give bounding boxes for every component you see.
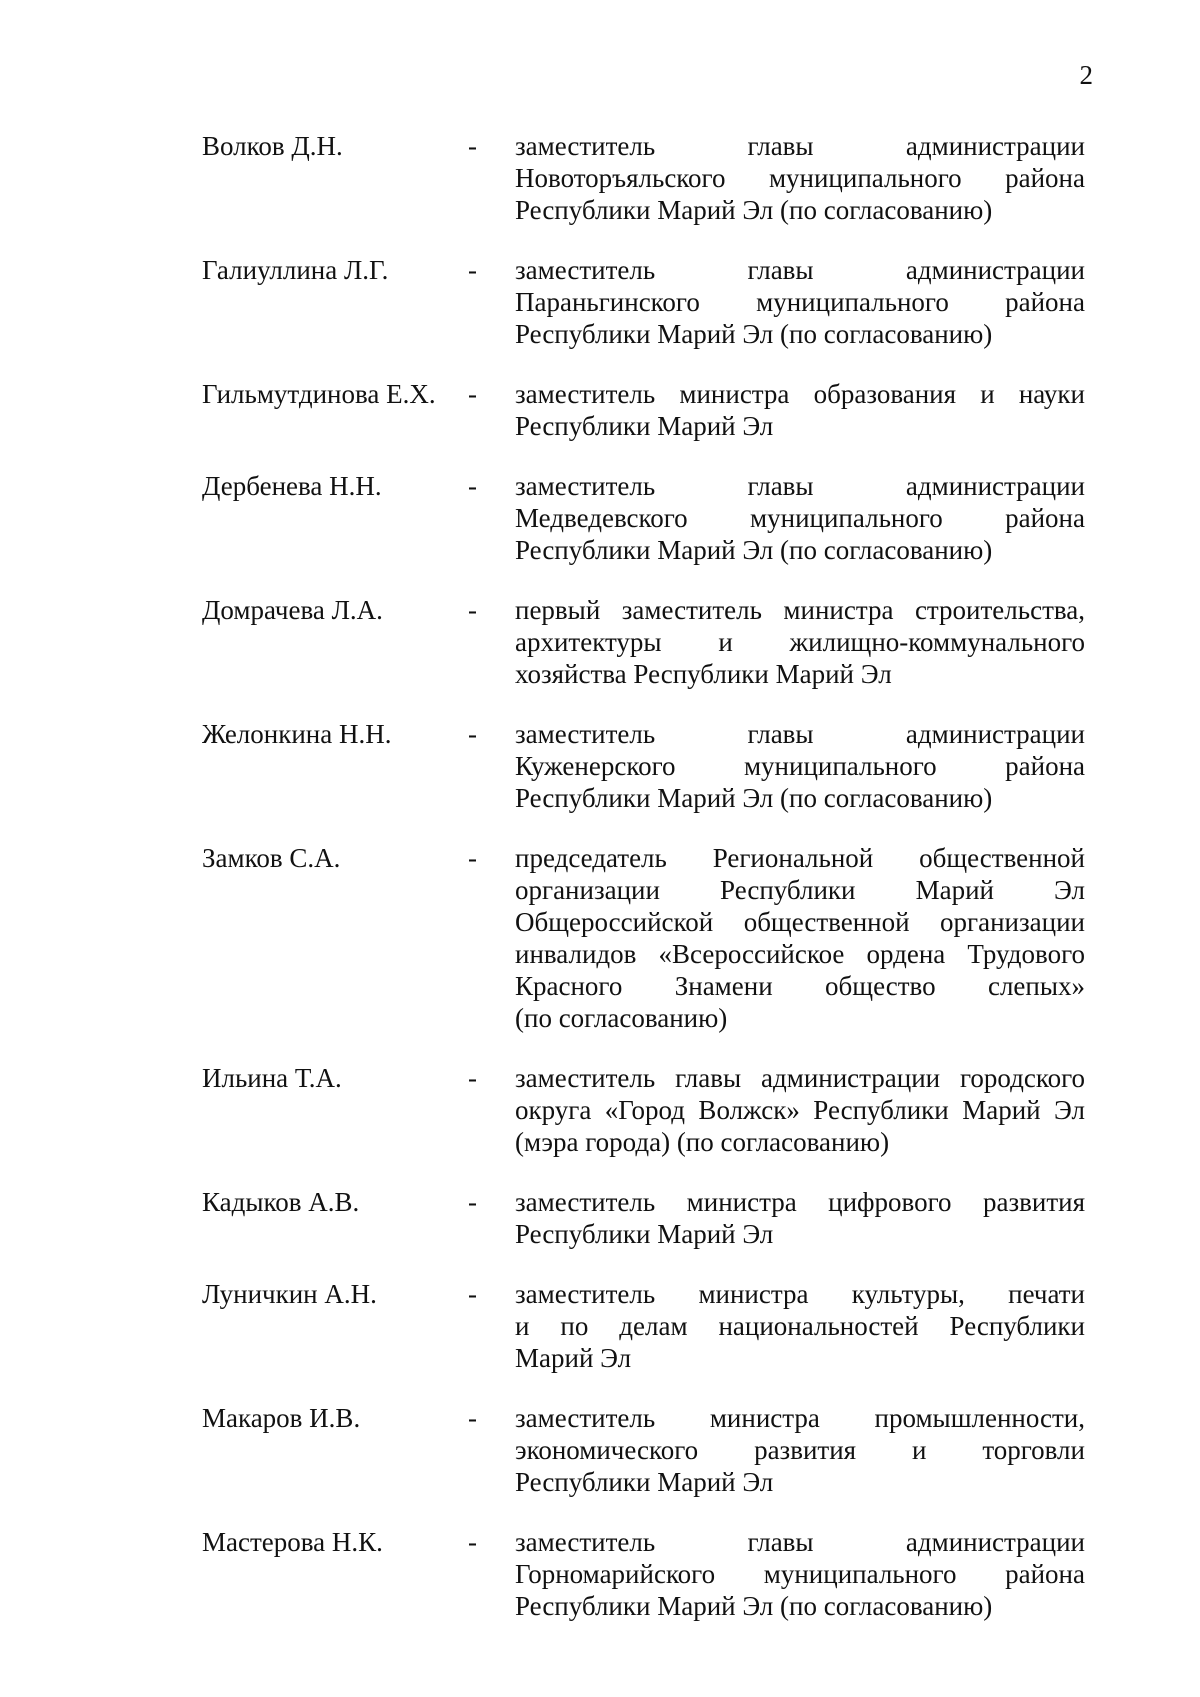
position-line: организации Республики Марий Эл	[515, 875, 1085, 905]
position-line: Новоторъяльского муниципального района	[515, 163, 1085, 193]
position-line: Горномарийского муниципального района	[515, 1559, 1085, 1589]
separator-dash: -	[468, 379, 477, 409]
position-line: Республики Марий Эл	[515, 411, 774, 441]
position-line: Красного Знамени общество слепых»	[515, 971, 1085, 1001]
member-entry	[0, 254, 1200, 350]
separator-dash: -	[468, 1187, 477, 1217]
member-name: Мастерова Н.К.	[202, 1527, 383, 1557]
member-entry	[0, 130, 1200, 226]
member-position	[515, 1402, 1085, 1498]
separator-dash: -	[468, 1279, 477, 1309]
member-name: Замков С.А.	[202, 843, 341, 873]
position-line: Параньгинского муниципального района	[515, 287, 1085, 317]
member-entry	[0, 718, 1200, 814]
position-line: председатель Региональной общественной	[515, 843, 1085, 873]
member-name: Луничкин А.Н.	[202, 1279, 377, 1309]
member-entry	[0, 1526, 1200, 1622]
position-line: (по согласованию)	[515, 1003, 728, 1033]
position-line: первый заместитель министра строительства,	[515, 595, 1085, 625]
member-name: Галиуллина Л.Г.	[202, 255, 389, 285]
position-line: заместитель министра образования и науки	[515, 379, 1085, 409]
position-line: Республики Марий Эл (по согласованию)	[515, 319, 993, 349]
position-line: заместитель главы администрации	[515, 255, 1085, 285]
position-line: Республики Марий Эл (по согласованию)	[515, 1591, 993, 1621]
member-name: Макаров И.В.	[202, 1403, 361, 1433]
position-line: заместитель министра промышленности,	[515, 1403, 1085, 1433]
member-entry	[0, 594, 1200, 690]
position-line: заместитель министра цифрового развития	[515, 1187, 1085, 1217]
position-line: Медведевского муниципального района	[515, 503, 1085, 533]
member-name: Волков Д.Н.	[202, 131, 343, 161]
separator-dash: -	[468, 471, 477, 501]
member-position	[515, 254, 1085, 350]
separator-dash: -	[468, 1403, 477, 1433]
member-entry	[0, 842, 1200, 1034]
member-position	[515, 1186, 1085, 1250]
position-line: и по делам национальностей Республики	[515, 1311, 1085, 1341]
separator-dash: -	[468, 843, 477, 873]
position-line: заместитель главы администрации	[515, 719, 1085, 749]
position-line: заместитель министра культуры, печати	[515, 1279, 1085, 1309]
page-number: 2	[1079, 60, 1093, 90]
member-entry	[0, 1402, 1200, 1498]
member-entry	[0, 1062, 1200, 1158]
member-position	[515, 594, 1085, 690]
member-position	[515, 842, 1085, 1034]
position-line: Марий Эл	[515, 1343, 632, 1373]
position-line: хозяйства Республики Марий Эл	[515, 659, 892, 689]
separator-dash: -	[468, 1063, 477, 1093]
member-name: Домрачева Л.А.	[202, 595, 383, 625]
position-line: инвалидов «Всероссийское ордена Трудового	[515, 939, 1085, 969]
position-line: заместитель главы администрации	[515, 1527, 1085, 1557]
member-entry	[0, 470, 1200, 566]
position-line: Республики Марий Эл	[515, 1467, 774, 1497]
position-line: Республики Марий Эл	[515, 1219, 774, 1249]
member-position	[515, 1526, 1085, 1622]
position-line: Республики Марий Эл (по согласованию)	[515, 535, 993, 565]
member-entry	[0, 1186, 1200, 1250]
position-line: (мэра города) (по согласованию)	[515, 1127, 890, 1157]
separator-dash: -	[468, 595, 477, 625]
member-name: Гильмутдинова Е.Х.	[202, 379, 436, 409]
member-name: Кадыков А.В.	[202, 1187, 360, 1217]
member-position	[515, 1062, 1085, 1158]
position-line: заместитель главы администрации	[515, 131, 1085, 161]
position-line: заместитель главы администрации	[515, 471, 1085, 501]
position-line: экономического развития и торговли	[515, 1435, 1085, 1465]
separator-dash: -	[468, 719, 477, 749]
member-entry	[0, 1278, 1200, 1374]
position-line: Общероссийской общественной организации	[515, 907, 1085, 937]
position-line: Куженерского муниципального района	[515, 751, 1085, 781]
member-name: Ильина Т.А.	[202, 1063, 342, 1093]
separator-dash: -	[468, 131, 477, 161]
position-line: округа «Город Волжск» Республики Марий Эл	[515, 1095, 1085, 1125]
member-position	[515, 1278, 1085, 1374]
member-list	[0, 130, 1200, 1622]
member-position	[515, 470, 1085, 566]
member-position	[515, 718, 1085, 814]
member-entry	[0, 378, 1200, 442]
member-position	[515, 130, 1085, 226]
member-position	[515, 378, 1085, 442]
position-line: архитектуры и жилищно-коммунального	[515, 627, 1085, 657]
position-line: заместитель главы администрации городского	[515, 1063, 1085, 1093]
member-name: Дербенева Н.Н.	[202, 471, 382, 501]
position-line: Республики Марий Эл (по согласованию)	[515, 783, 993, 813]
separator-dash: -	[468, 1527, 477, 1557]
member-name: Желонкина Н.Н.	[202, 719, 392, 749]
position-line: Республики Марий Эл (по согласованию)	[515, 195, 993, 225]
separator-dash: -	[468, 255, 477, 285]
